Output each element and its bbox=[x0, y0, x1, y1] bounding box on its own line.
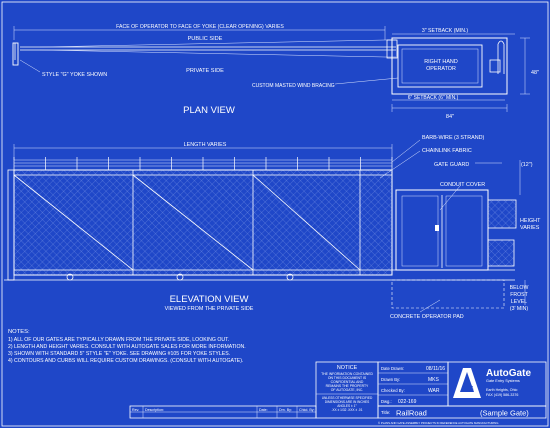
plan-view-title: PLAN VIEW bbox=[183, 105, 235, 116]
rev-header-drn: Drn. By: bbox=[279, 408, 292, 412]
yoke-label: STYLE "G" YOKE SHOWN bbox=[42, 72, 108, 78]
dwg-label: Dwg.: bbox=[381, 399, 392, 404]
conduit-label: CONDUIT COVER bbox=[440, 182, 486, 188]
date-drawn-label: Date Drawn: bbox=[381, 366, 405, 371]
dwg-value: 022-169 bbox=[398, 399, 417, 405]
notice-line-3: CONFIDENTIAL AND bbox=[330, 380, 364, 384]
note-3: 3) SHOWN WITH STANDARD 5" STYLE "E" YOKE. SEE DRAWING #105 FOR YOKE STYLES. bbox=[8, 351, 231, 357]
footer-text: © PLANS AND GATE ASSEMBLY PROJECTS IN REFERENCE AUTOGATE MANUFACTURING bbox=[378, 421, 499, 425]
frost-label-2: FROST bbox=[510, 292, 528, 298]
company-name: AutoGate bbox=[486, 368, 531, 379]
elevation-subtitle: VIEWED FROM THE PRIVATE SIDE bbox=[164, 306, 254, 312]
notes-heading: NOTES: bbox=[8, 329, 30, 335]
tolerance-line-2: DIMENSIONS ARE IN INCHES bbox=[324, 400, 370, 404]
operator-line-1: RIGHT HAND bbox=[424, 59, 458, 65]
rev-header-chkd: Chkd. By: bbox=[299, 408, 315, 412]
drawn-by-label: Drawn By: bbox=[381, 377, 401, 382]
pad-label: CONCRETE OPERATOR PAD bbox=[390, 314, 464, 320]
logo-text: AG bbox=[460, 384, 474, 394]
tolerance-line-4: .XX ± 1/32 .XXX ± .01 bbox=[331, 408, 363, 412]
date-drawn-value: 08/11/16 bbox=[426, 366, 446, 372]
title-sample: (Sample Gate) bbox=[480, 408, 529, 418]
title-label: Title: bbox=[381, 410, 391, 415]
length-label: LENGTH VARIES bbox=[183, 142, 227, 148]
checked-by-value: WAR bbox=[428, 388, 440, 394]
gate-frame bbox=[14, 170, 392, 275]
notice-line-2: ON THIS DOCUMENT IS bbox=[327, 376, 367, 380]
company-tagline: Gate Entry Systems bbox=[486, 379, 520, 383]
wind-bracing-label: CUSTOM MASTED WIND BRACING bbox=[252, 83, 335, 89]
notice-line-1: THE INFORMATION CONTAINED bbox=[321, 372, 373, 376]
checked-by-label: Checked By: bbox=[381, 388, 405, 393]
setback-bottom-label: 6" SETBACK (6" MIN.) bbox=[407, 95, 459, 101]
chainlink-label: CHAINLINK FABRIC bbox=[422, 148, 472, 154]
elevation-view-title: ELEVATION VIEW bbox=[169, 294, 249, 305]
gate-guard-label: GATE GUARD bbox=[434, 162, 470, 168]
private-side-label: PRIVATE SIDE bbox=[186, 68, 224, 74]
frost-label-1: BELOW bbox=[509, 285, 529, 291]
frost-label-4: (3' MIN) bbox=[509, 306, 529, 312]
company-phone: FAX (419) 586-3376 bbox=[486, 393, 519, 397]
tolerance-line-3: ANGLES ± 1° bbox=[337, 404, 357, 408]
dim-48-label: 48" bbox=[531, 70, 539, 76]
gate-guard bbox=[488, 200, 516, 228]
notice-heading: NOTICE bbox=[336, 365, 358, 371]
barb-wire-label: BARB-WIRE (3 STRAND) bbox=[422, 135, 485, 141]
note-2: 2) LENGTH AND HEIGHT VARIES. CONSULT WITH AUTOGATE SALES FOR MORE INFORMATION. bbox=[8, 344, 246, 350]
operator-line-2: OPERATOR bbox=[426, 66, 456, 72]
frost-label-3: LEVEL bbox=[510, 299, 528, 305]
dim-84-label: 84" bbox=[445, 114, 455, 120]
tolerance-line-1: UNLESS OTHERWISE SPECIFIED bbox=[321, 396, 373, 400]
clear-opening-label: FACE OF OPERATOR TO FACE OF YOKE (CLEAR OPENING) VARIES bbox=[116, 24, 284, 30]
height-label-1: HEIGHT bbox=[520, 218, 541, 224]
notice-line-5: OF AUTOGATE, INC. bbox=[330, 388, 364, 392]
note-1: 1) ALL OF OUR GATES ARE TYPICALLY DRAWN FROM THE PRIVATE SIDE, LOOKING OUT. bbox=[8, 337, 230, 343]
rev-header-date: Date: bbox=[259, 408, 268, 412]
rev-header-rev: Rev. bbox=[132, 408, 140, 412]
company-address: Earth Heights, Ohio bbox=[486, 388, 518, 392]
drawn-by-value: MKS bbox=[428, 377, 439, 383]
rev-header-description: Description: bbox=[145, 408, 164, 412]
note-4: 4) CONTOURS AND CURBS WILL REQUIRE CUSTOM DRAWINGS. (CONSULT WITH AUTOGATE). bbox=[8, 358, 244, 364]
title-value: RailRoad bbox=[396, 408, 427, 418]
height-label-2: VARIES bbox=[520, 225, 540, 231]
public-side-label: PUBLIC SIDE bbox=[187, 36, 223, 42]
dim-12-label: (12") bbox=[521, 162, 533, 168]
notice-line-4: REMAINS THE PROPERTY bbox=[325, 384, 369, 388]
setback-top-label: 3" SETBACK (MIN.) bbox=[421, 28, 469, 34]
